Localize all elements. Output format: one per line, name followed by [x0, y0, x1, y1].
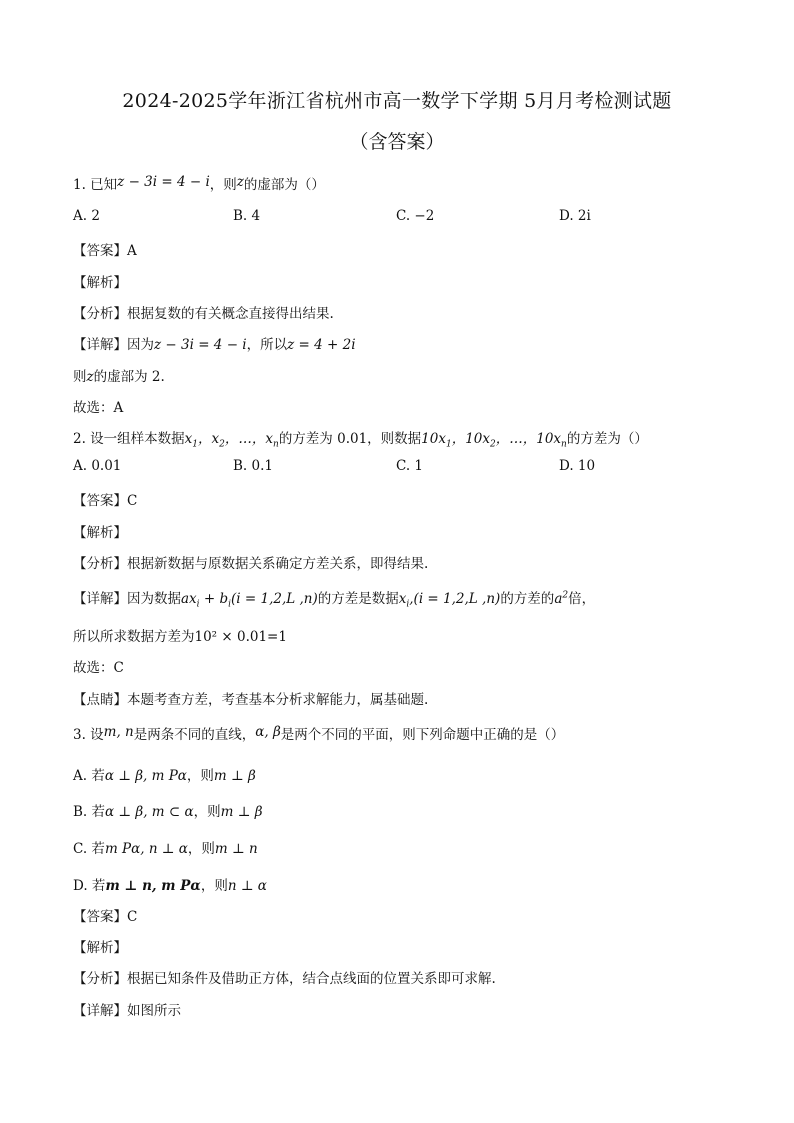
q3-b-expr: α ⊥ β, m ⊂ α	[105, 804, 194, 820]
q2-option-b: B. 0.1	[233, 458, 273, 474]
q2-xj-a2: $a^2$	[554, 590, 569, 607]
q3-jiexi: 【解析】	[73, 940, 127, 956]
q3-xiangjie: 【详解】如图所示	[73, 1003, 181, 1019]
q3-b-res: m ⊥ β	[220, 804, 263, 820]
q3-stem-pre: 3. 设	[73, 727, 104, 743]
q1-xj-mid: ，所以	[246, 337, 288, 353]
q3-stem-mn: m, n	[103, 724, 134, 740]
q2-answer: 【答案】C	[73, 493, 138, 509]
q2-option-c: C. 1	[396, 458, 424, 474]
q3-b-pre: B. 若	[73, 804, 106, 820]
q2-xj-expr1: $ax_i + b_i(i = 1,2,L$ ,n)	[181, 591, 318, 610]
q1-line2	[73, 365, 165, 385]
q3-d-mid: ，则	[200, 878, 228, 894]
q2-data-list: $x_1$，$x_2$，…，$x_n$	[184, 431, 279, 450]
q1-xj-pre: 【详解】因为	[73, 337, 154, 353]
q2-option-a: A. 0.01	[73, 458, 122, 474]
q3-c-expr: m Pα, n ⊥ α	[104, 841, 188, 857]
q3-d-pre: D. 若	[73, 878, 106, 894]
q1-option-d: D. 2i	[559, 208, 591, 224]
q3-c-res: m ⊥ n	[214, 841, 258, 857]
q1-guxuan: 故选：A	[73, 400, 124, 416]
q2-stem-mid: 的方差为 0.01，则数据	[278, 431, 422, 447]
q1-xj-expr2: z = 4 + 2i	[287, 337, 356, 353]
q2-xj-pre: 【详解】因为数据	[73, 591, 181, 607]
q1-option-a: A. 2	[73, 208, 100, 224]
q3-a-pre: A. 若	[73, 768, 105, 784]
page-title: 2024-2025学年浙江省杭州市高一数学下学期 5月月考检测试题	[122, 90, 672, 112]
q3-option-c	[73, 837, 258, 857]
q2-dianjing: 【点睛】本题考查方差，考查基本分析求解能力，属基础题.	[73, 692, 429, 708]
q2-option-d: D. 10	[559, 458, 596, 474]
q3-b-mid: ，则	[193, 804, 221, 820]
q3-d-res: n ⊥ α	[227, 878, 267, 894]
q1-expr: z − 3i = 4 − i	[117, 174, 210, 190]
q1-answer: 【答案】A	[73, 243, 137, 259]
q1-l2-pre: 则	[73, 369, 87, 385]
q2-jiexi: 【解析】	[73, 525, 127, 541]
q3-stem	[73, 723, 564, 743]
q1-mid: ，则	[209, 177, 237, 193]
q3-c-pre: C. 若	[73, 841, 105, 857]
q2-fenxi: 【分析】根据新数据与原数据关系确定方差关系，即得结果.	[73, 556, 429, 572]
q1-stem-text: 1. 已知	[73, 177, 118, 193]
q2-xiangjie	[73, 587, 595, 610]
q3-a-res: m ⊥ β	[213, 768, 256, 784]
q1-xj-expr1: z − 3i = 4 − i	[154, 337, 247, 353]
q1-l2-var: z	[86, 369, 94, 385]
q2-xj-end: 倍，	[568, 591, 596, 607]
q3-fenxi: 【分析】根据已知条件及借助正方体，结合点线面的位置关系即可求解.	[73, 971, 496, 987]
q3-stem-mid: 是两条不同的直线，	[133, 727, 256, 743]
q2-l2-pre: 所以所求数据方差为	[73, 629, 195, 645]
q3-a-expr: α ⊥ β, m Pα	[104, 768, 187, 784]
q3-c-mid: ，则	[187, 841, 215, 857]
q2-xj-expr2: $x_i,(i = 1,2,L$ ,n)	[398, 591, 501, 610]
page-subtitle: （含答案）	[349, 131, 445, 153]
q3-stem-tail: 是两个不同的平面，则下列命题中正确的是（）	[280, 727, 565, 743]
q1-option-b: B. 4	[233, 208, 261, 224]
q2-stem-pre: 2. 设一组样本数据	[73, 431, 185, 447]
q2-new-data-list: $10x_1$，$10x_2$，…，$10x_n$	[421, 431, 567, 450]
q2-guxuan: 故选：C	[73, 660, 124, 676]
q1-fenxi: 【分析】根据复数的有关概念直接得出结果.	[73, 306, 334, 322]
q1-var: z	[236, 174, 244, 190]
q2-stem-tail: 的方差为（）	[566, 431, 648, 447]
q2-l2-expr: 10² × 0.01=1	[194, 629, 287, 645]
q1-l2-tail: 的虚部为 2.	[93, 369, 165, 385]
q3-a-mid: ，则	[186, 768, 214, 784]
q1-stem	[73, 173, 325, 193]
q1-jiexi: 【解析】	[73, 275, 127, 291]
q3-answer: 【答案】C	[73, 909, 138, 925]
q2-xj-mid: 的方差是数据	[317, 591, 399, 607]
q3-d-expr: m ⊥ n, m Pα	[105, 878, 201, 894]
q1-xiangjie	[73, 333, 356, 353]
q3-option-d	[73, 874, 267, 894]
q1-tail: 的虚部为（）	[243, 177, 325, 193]
q2-stem	[73, 427, 648, 450]
q3-option-a	[73, 764, 256, 784]
q3-option-b	[73, 800, 263, 820]
q1-option-c: C. −2	[396, 208, 435, 224]
q2-xj-tail: 的方差的	[500, 591, 555, 607]
q3-stem-ab: α, β	[255, 724, 281, 740]
q2-line2	[73, 625, 287, 645]
